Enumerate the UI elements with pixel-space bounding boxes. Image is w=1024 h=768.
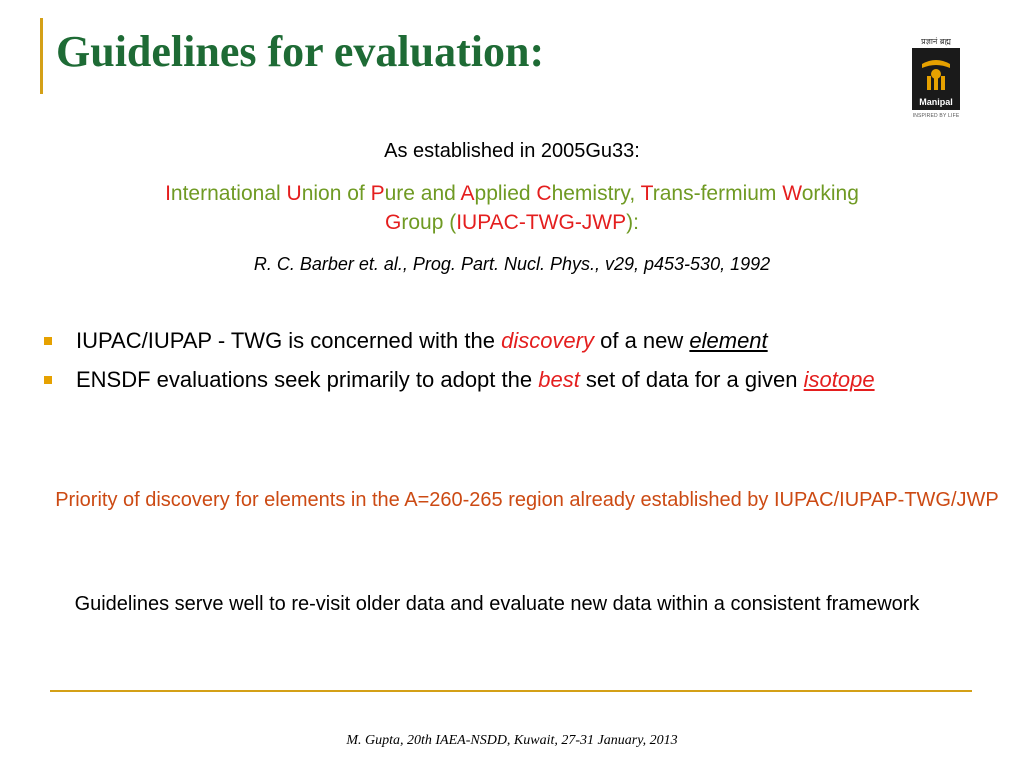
iupac-part: roup ( [401,211,457,234]
iupac-part: IUPAC-TWG-JWP [456,211,627,234]
emphasis-element: element [689,328,768,353]
slide-title: Guidelines for evaluation: [56,27,545,76]
logo-motto: प्रज्ञानं ब्रह्म [921,37,951,46]
manipal-emblem-icon [918,54,954,94]
guidelines-statement: Guidelines serve well to re-visit older data and evaluate new data within a consistent framework [74,593,920,615]
bullet-text: set of data for a given [579,367,804,392]
iupac-part: W [782,182,802,205]
emphasis-best: best [538,367,580,392]
footer-divider [50,690,972,692]
iupac-part: ure and [384,182,461,205]
priority-statement: Priority of discovery for elements in the A=260-265 region already established by IUPAC/IUPAP-TWG/JWP [55,489,999,511]
iupac-part: G [385,211,402,234]
iupac-part: hemistry, [551,182,641,205]
iupac-full-name [20,179,1004,237]
footer [0,733,1024,749]
iupac-part: rans-fermium [652,182,783,205]
list-item [44,325,994,356]
emphasis-discovery: discovery [501,328,594,353]
iupac-part: nion of [301,182,371,205]
logo-box [912,48,960,110]
bullet-list [44,325,994,403]
iupac-part: T [640,182,653,205]
bullet-square-icon [44,337,52,345]
iupac-part: A [460,182,475,205]
iupac-part: C [536,182,552,205]
iupac-part: nternational [170,182,287,205]
iupac-part: U [286,182,302,205]
footer-citation: M. Gupta, 20th IAEA-NSDD, Kuwait, 27-31 January, 2013 [346,733,678,748]
list-item [44,364,994,395]
manipal-logo [910,36,962,120]
title-accent-bar [40,18,43,94]
iupac-part: P [370,182,385,205]
logo-tagline: INSPIRED BY LIFE [912,113,960,119]
bullet-text: of a new [594,328,690,353]
iupac-part: orking [801,182,859,205]
established-line: As established in 2005Gu33: [384,140,640,162]
emphasis-isotope: isotope [803,367,875,392]
bullet-square-icon [44,376,52,384]
bullet-text: IUPAC/IUPAP - TWG is concerned with the [76,328,502,353]
iupac-part: pplied [474,182,537,205]
logo-name: Manipal [919,97,953,107]
reference-citation: R. C. Barber et. al., Prog. Part. Nucl. Phys., v29, p453-530, 1992 [253,254,771,274]
iupac-part: ): [626,211,639,234]
bullet-text: ENSDF evaluations seek primarily to adopt the [76,367,539,392]
iupac-part: I [165,182,171,205]
